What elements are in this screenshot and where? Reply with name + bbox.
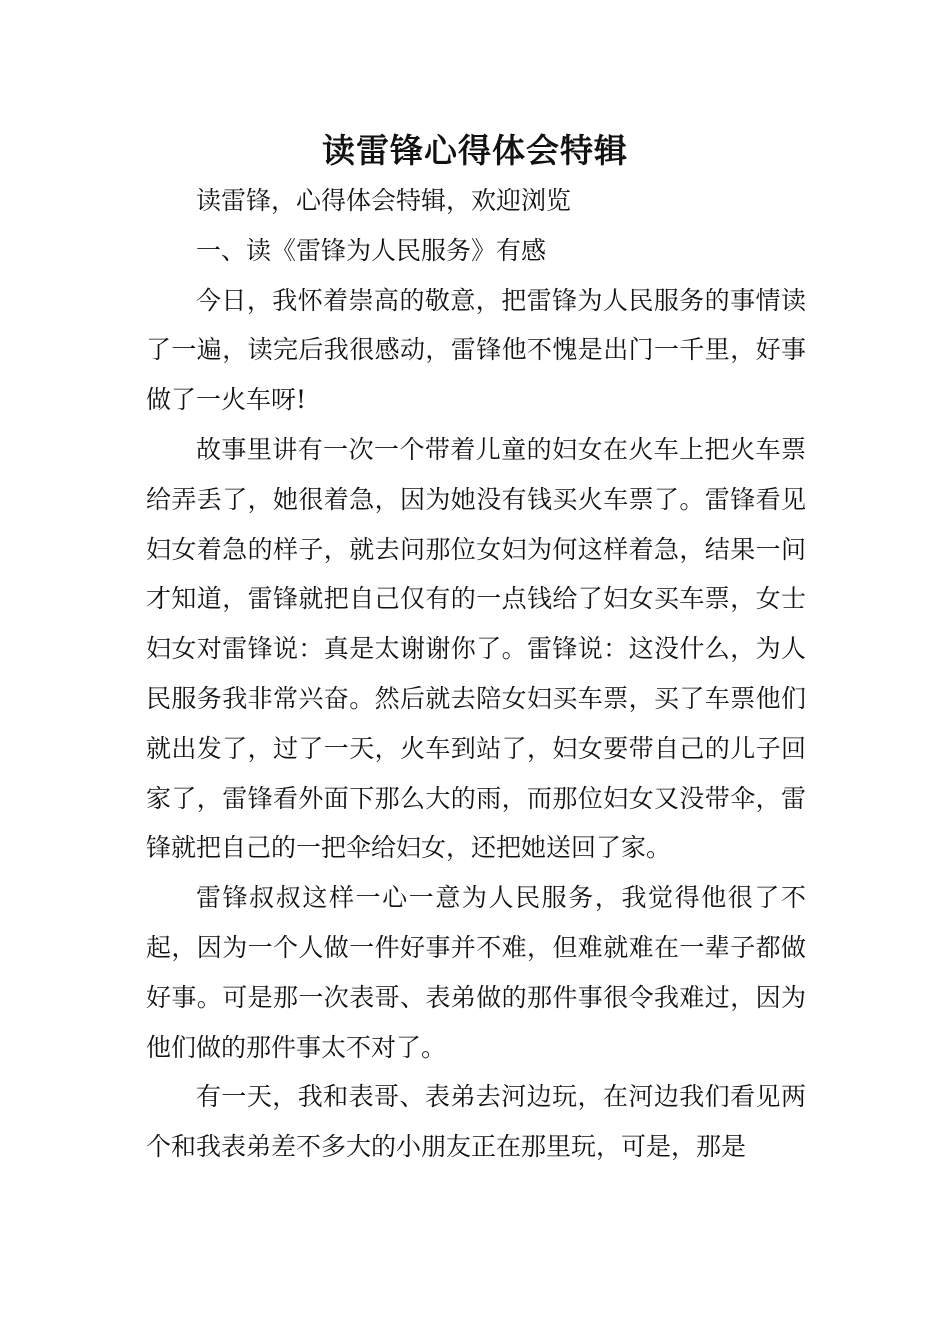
paragraph: 故事里讲有一次一个带着儿童的妇女在火车上把火车票给弄丢了，她很着急，因为她没有钱买火车票了。雷锋看见妇女着急的样子，就去问那位女妇为何这样着急，结果一问才知道，雷锋就把自己仅有的一点钱给了妇女买车票，女士妇女对雷锋说：真是太谢谢你了。雷锋说：这没什么，为人民服务我非常兴奋。然后就去陪女妇买车票，买了车票他们就出发了，过了一天，火车到站了，妇女要带自己的儿子回家了，雷锋看外面下那么大的雨，而那位妇女又没带伞，雷锋就把自己的一把伞给妇女，还把她送回了家。 [146,434,806,863]
paragraph: 有一天，我和表哥、表弟去河边玩，在河边我们看见两个和我表弟差不多大的小朋友正在那里玩，可是，那是 [146,1082,806,1162]
section-heading: 一、读《雷锋为人民服务》有感 [196,235,547,265]
document-body [146,176,806,1172]
paragraph: 今日，我怀着崇高的敬意，把雷锋为人民服务的事情读了一遍，读完后我很感动，雷锋他不愧是出门一千里，好事做了一火车呀! [146,285,806,415]
document-title: 读雷锋心得体会特辑 [322,131,628,170]
paragraph: 雷锋叔叔这样一心一意为人民服务，我觉得他很了不起，因为一个人做一件好事并不难，但难就难在一辈子都做好事。可是那一次表哥、表弟做的那件事很令我难过，因为他们做的那件事太不对了。 [146,883,806,1062]
intro-line: 读雷锋，心得体会特辑，欢迎浏览 [196,186,572,215]
